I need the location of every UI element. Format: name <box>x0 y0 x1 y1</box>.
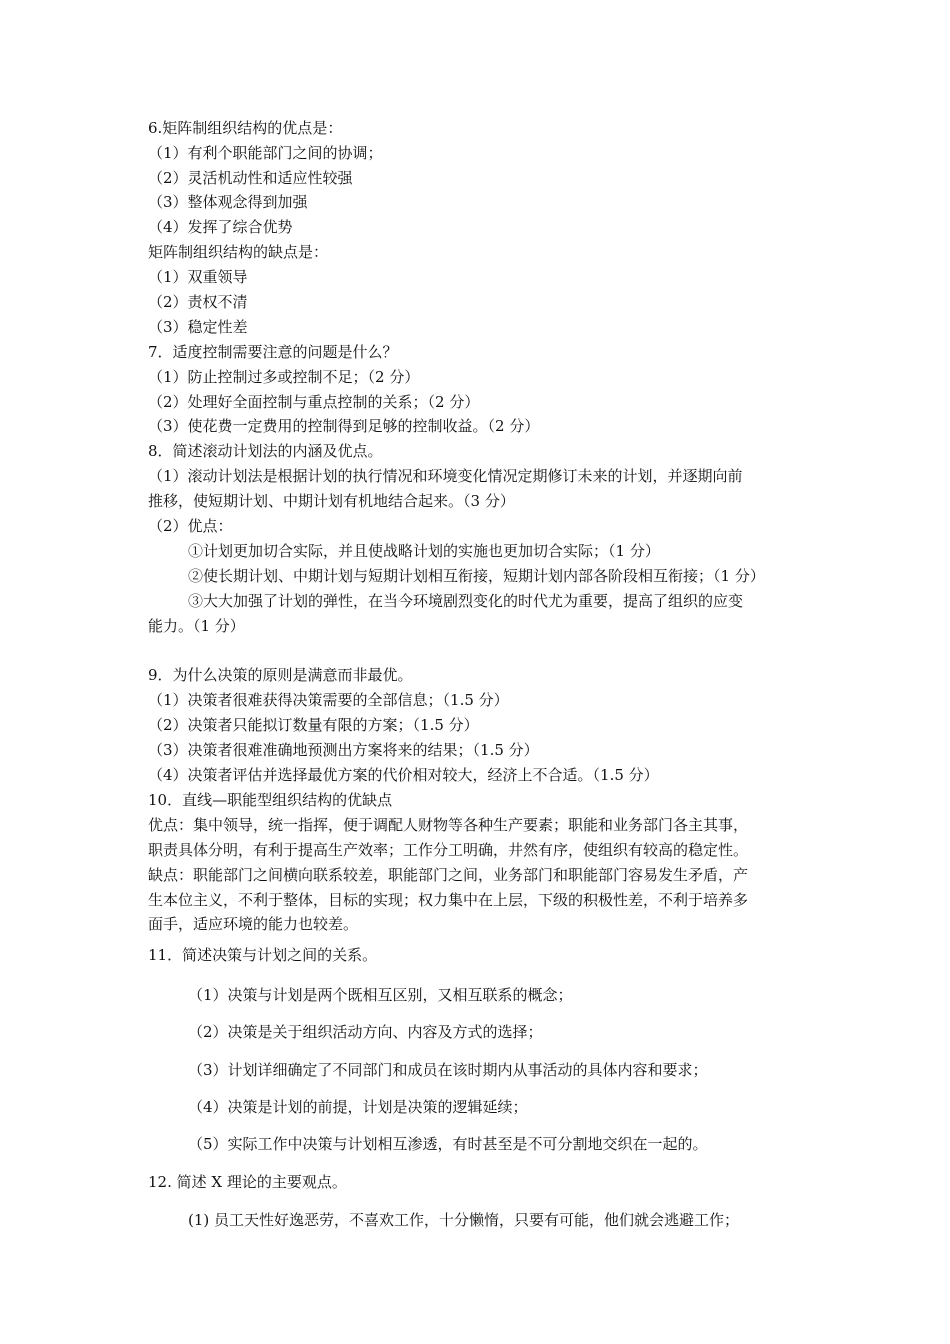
q8-definition-line: （1）滚动计划法是根据计划的执行情况和环境变化情况定期修订未来的计划，并逐期向前 <box>148 467 743 485</box>
q12-item: (1) 员工天性好逸恶劳，不喜欢工作，十分懒惰，只要有可能，他们就会逃避工作； <box>188 1211 740 1229</box>
q11-item: （2）决策是关于组织活动方向、内容及方式的选择； <box>188 1023 543 1041</box>
q6-disadv-item: （2）责权不清 <box>148 293 248 311</box>
q8-advantage-item: ②使长期计划、中期计划与短期计划相互衔接，短期计划内部各阶段相互衔接；（1 分） <box>188 567 765 585</box>
q7-item: （2）处理好全面控制与重点控制的关系；（2 分） <box>148 393 480 411</box>
q10-title: 10．直线—职能型组织结构的优缺点 <box>148 791 393 809</box>
q6-title: 6.矩阵制组织结构的优点是： <box>148 119 343 137</box>
q6-adv-item: （3）整体观念得到加强 <box>148 193 308 211</box>
q9-title: 9．为什么决策的原则是满意而非最优。 <box>148 666 413 684</box>
q11-item: （3）计划详细确定了不同部门和成员在该时期内从事活动的具体内容和要求； <box>188 1061 708 1079</box>
q8-advantage-item: ①计划更加切合实际，并且使战略计划的实施也更加切合实际；（1 分） <box>188 542 660 560</box>
q6-adv-item: （4）发挥了综合优势 <box>148 218 293 236</box>
q8-definition-line: 推移，使短期计划、中期计划有机地结合起来。（3 分） <box>148 492 515 510</box>
q9-item: （2）决策者只能拟订数量有限的方案；（1.5 分） <box>148 716 479 734</box>
q10-advantages-line: 优点：集中领导，统一指挥，便于调配人财物等各种生产要素；职能和业务部门各主其事， <box>148 816 749 834</box>
q6-disadv-item: （1）双重领导 <box>148 268 248 286</box>
q11-title: 11．简述决策与计划之间的关系。 <box>148 946 378 964</box>
q8-advantage-item: ③大大加强了计划的弹性，在当今环境剧烈变化的时代尤为重要，提高了组织的应变 <box>188 592 744 610</box>
q7-item: （1）防止控制过多或控制不足；（2 分） <box>148 368 420 386</box>
q10-disadvantages-line: 缺点：职能部门之间横向联系较差，职能部门之间，业务部门和职能部门容易发生矛盾，产 <box>148 866 749 884</box>
q9-item: （1）决策者很难获得决策需要的全部信息；（1.5 分） <box>148 691 509 709</box>
q10-disadvantages-line: 生本位主义，不利于整体，目标的实现；权力集中在上层，下级的积极性差，不利于培养多 <box>148 891 749 909</box>
q8-title: 8．简述滚动计划法的内涵及优点。 <box>148 442 383 460</box>
q11-item: （1）决策与计划是两个既相互区别，又相互联系的概念； <box>188 986 573 1004</box>
q7-title: 7．适度控制需要注意的问题是什么？ <box>148 343 398 361</box>
q9-item: （4）决策者评估并选择最优方案的代价相对较大，经济上不合适。（1.5 分） <box>148 766 659 784</box>
q8-advantages-title: （2）优点： <box>148 517 233 535</box>
q11-item: （5）实际工作中决策与计划相互渗透，有时甚至是不可分割地交织在一起的。 <box>188 1135 708 1153</box>
q12-title: 12. 简述 X 理论的主要观点。 <box>148 1173 347 1191</box>
q9-item: （3）决策者很难准确地预测出方案将来的结果；（1.5 分） <box>148 741 539 759</box>
q6-adv-item: （1）有利个职能部门之间的协调； <box>148 144 383 162</box>
q7-item: （3）使花费一定费用的控制得到足够的控制收益。（2 分） <box>148 417 540 435</box>
q8-advantage-item-cont: 能力。（1 分） <box>148 617 245 635</box>
q6-disadv-item: （3）稳定性差 <box>148 318 248 336</box>
q10-disadvantages-line: 面手，适应环境的能力也较差。 <box>148 915 359 933</box>
q11-item: （4）决策是计划的前提，计划是决策的逻辑延续； <box>188 1098 528 1116</box>
q6-adv-item: （2）灵活机动性和适应性较强 <box>148 169 353 187</box>
q10-advantages-line: 职责具体分明，有利于提高生产效率；工作分工明确，井然有序，使组织有较高的稳定性。 <box>148 841 749 859</box>
q6-disadv-title: 矩阵制组织结构的缺点是： <box>148 243 329 261</box>
